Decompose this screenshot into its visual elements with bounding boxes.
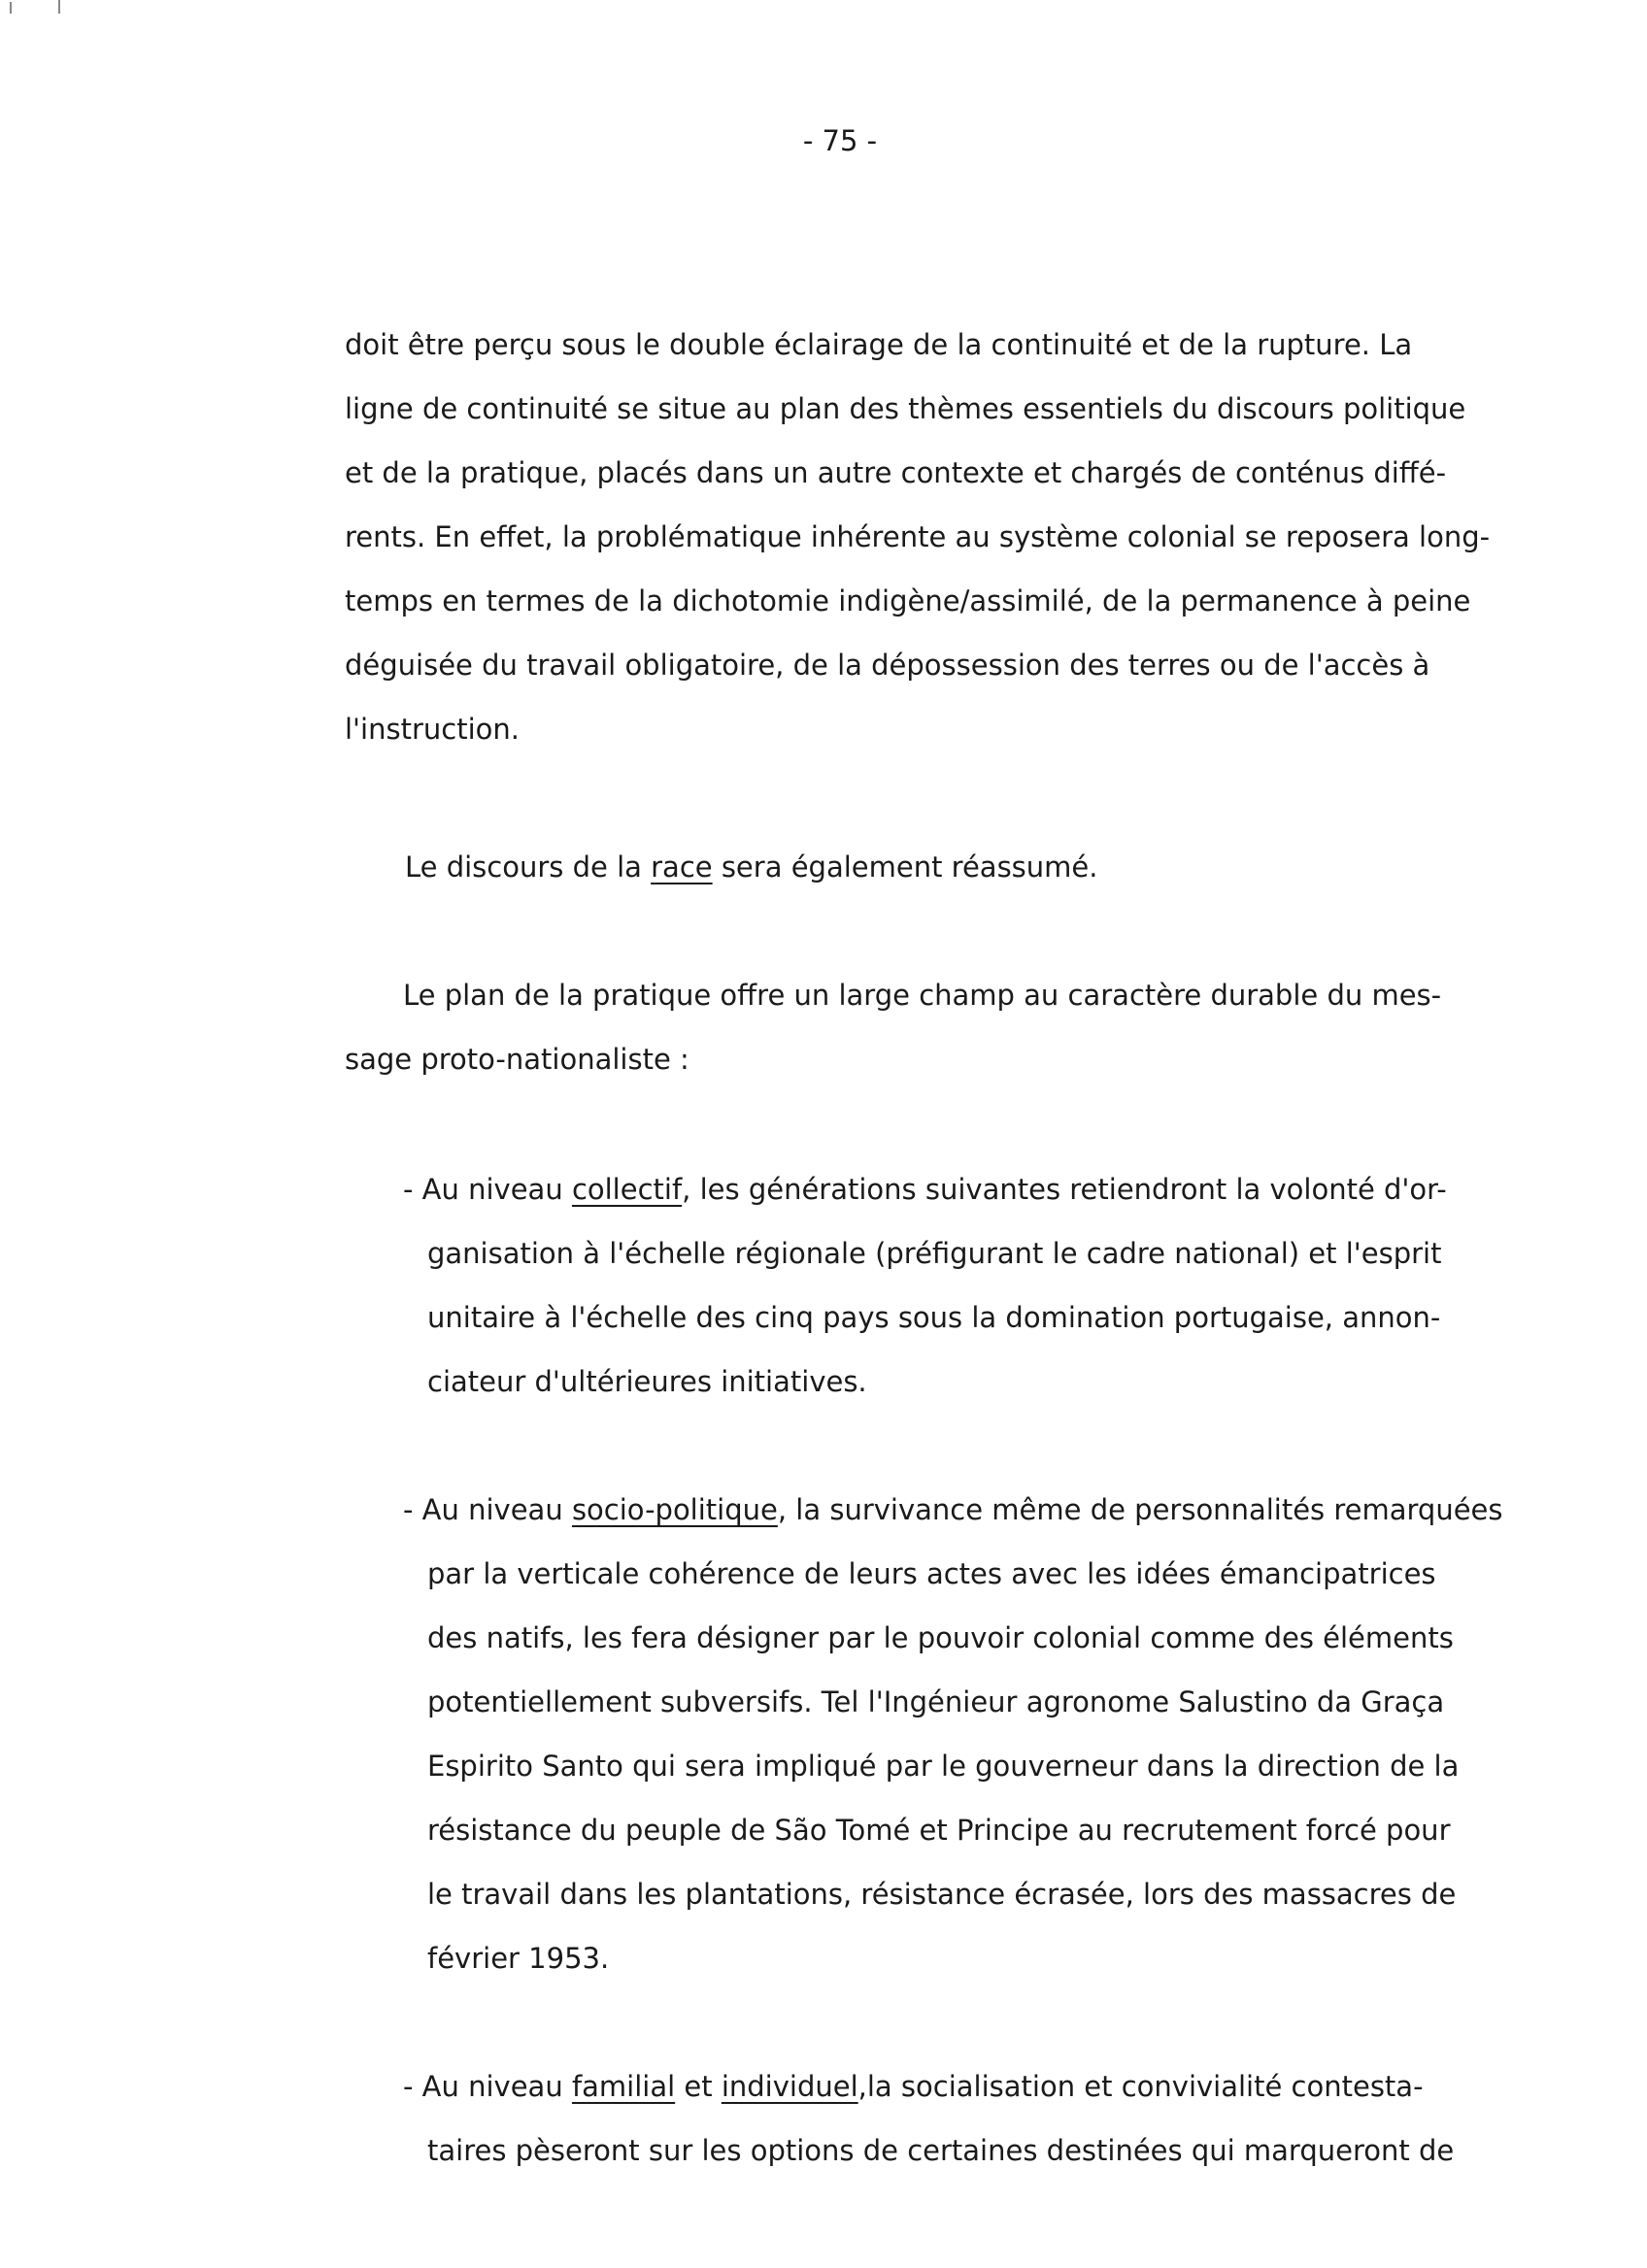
text-line: par la verticale cohérence de leurs actes avec les idées émancipatrices (427, 1557, 1436, 1590)
text-line: résistance du peuple de São Tomé et Principe au recrutement forcé pour (427, 1814, 1451, 1847)
text-line: unitaire à l'échelle des cinq pays sous la domination portugaise, annon- (427, 1301, 1441, 1334)
scan-mark (10, 2, 12, 14)
scan-mark (58, 0, 60, 14)
text-segment: , la survivance même de personnalités remarquées (777, 1493, 1503, 1526)
text-line: taires pèseront sur les options de certaines destinées qui marqueront de (427, 2134, 1455, 2167)
text-line: ganisation à l'échelle régionale (préfigurant le cadre national) et l'esprit (427, 1237, 1442, 1270)
text-segment: sera également réassumé. (712, 850, 1098, 884)
text-line: temps en termes de la dichotomie indigène/assimilé, de la permanence à peine (345, 584, 1471, 617)
text-segment: - Au niveau (403, 1173, 572, 1206)
text-line: potentiellement subversifs. Tel l'Ingénieur agronome Salustino da Graça (427, 1685, 1445, 1718)
text-line (403, 1157, 1447, 1221)
text-line: sage proto-nationaliste : (345, 1043, 689, 1076)
text-line: doit être perçu sous le double éclairage de la continuité et de la rupture. La (345, 328, 1413, 361)
text-line: Le plan de la pratique offre un large champ au caractère durable du mes- (403, 979, 1442, 1012)
text-segment: - Au niveau (403, 2070, 572, 2103)
underlined-term: familial (571, 2070, 676, 2103)
text-line: l'instruction. (345, 713, 520, 746)
intro-paragraph (345, 313, 1490, 761)
text-line: déguisée du travail obligatoire, de la dépossession des terres ou de l'accès à (345, 649, 1430, 682)
text-line: des natifs, les fera désigner par le pouvoir colonial comme des éléments (427, 1621, 1454, 1654)
text-line (403, 1478, 1503, 1542)
text-line (403, 2054, 1454, 2118)
race-paragraph (405, 835, 1097, 899)
text-line: ciateur d'ultérieures initiatives. (427, 1365, 867, 1398)
text-segment: Le discours de la (405, 850, 652, 884)
text-line: février 1953. (427, 1942, 610, 1975)
text-line: le travail dans les plantations, résistance écrasée, lors des massacres de (427, 1878, 1457, 1911)
text-segment: ,la socialisation et convivialité contesta- (857, 2070, 1424, 2103)
text-segment: et (675, 2070, 722, 2103)
text-segment: , les générations suivantes retiendront la volonté d'or- (682, 1173, 1447, 1206)
underlined-term: race (651, 850, 713, 884)
page-number: - 75 - (802, 124, 878, 157)
pratique-paragraph (345, 963, 1441, 1091)
bullet-familial-individuel (403, 2054, 1454, 2183)
text-segment: - Au niveau (403, 1493, 572, 1526)
bullet-collectif (403, 1157, 1447, 1414)
underlined-term: socio-politique (571, 1493, 778, 1526)
text-line: ligne de continuité se situe au plan des thèmes essentiels du discours politique (345, 392, 1466, 425)
text-line: rents. En effet, la problématique inhérente au système colonial se reposera long- (345, 520, 1491, 553)
text-line (405, 835, 1097, 899)
text-line: et de la pratique, placés dans un autre contexte et chargés de conténus diffé- (345, 456, 1447, 489)
underlined-term: individuel (721, 2070, 858, 2103)
text-line: Espirito Santo qui sera impliqué par le gouverneur dans la direction de la (427, 1750, 1460, 1783)
bullet-socio-politique (403, 1478, 1503, 1990)
underlined-term: collectif (571, 1173, 683, 1206)
